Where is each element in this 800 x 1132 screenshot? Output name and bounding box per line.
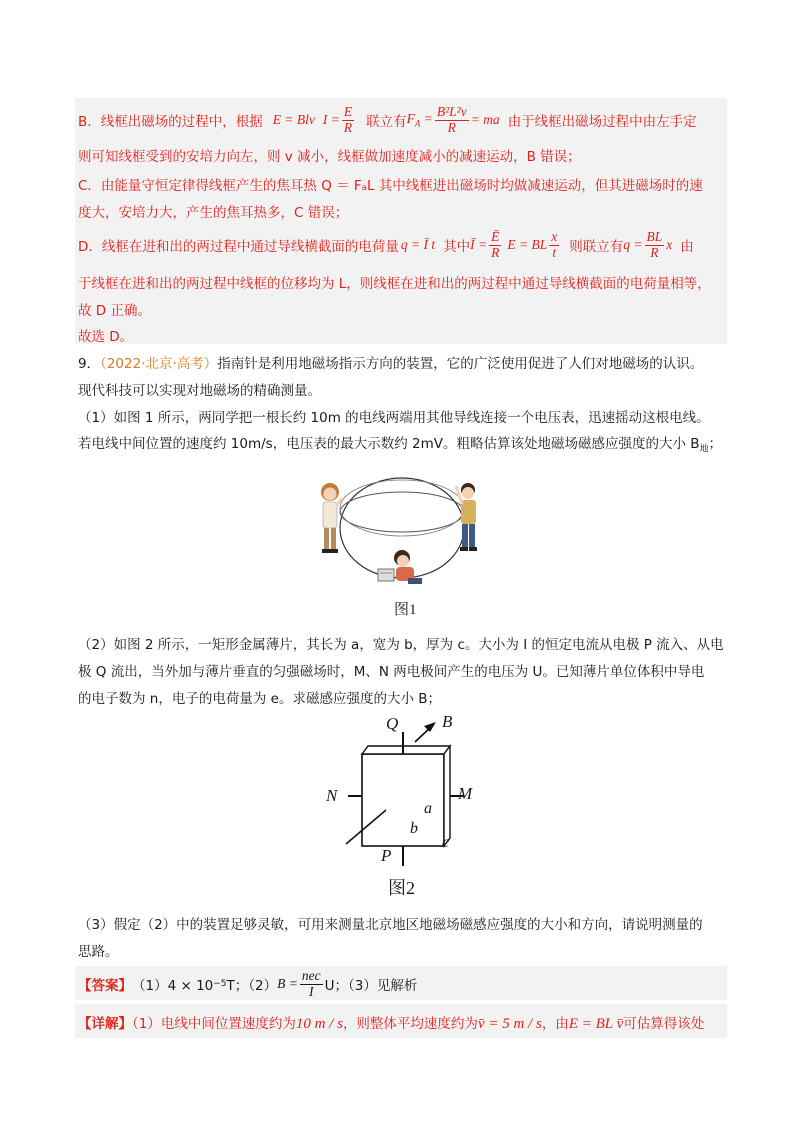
answer-b-lhs: B = bbox=[277, 976, 298, 991]
metal-sheet-side bbox=[444, 746, 450, 846]
detail-v1: 10 m / s bbox=[295, 1016, 343, 1032]
mid-text: 其中 bbox=[443, 239, 471, 255]
solution-d-line4: 故选 D。 bbox=[78, 329, 134, 345]
student-left-figure bbox=[321, 483, 342, 553]
question-header bbox=[78, 352, 703, 372]
question-intro1: 指南针是利用地磁场指示方向的装置，它的广泛使用促进了人们对地磁场的认识。 bbox=[217, 356, 704, 372]
solution-b-prefix: B．线框出磁场的过程中，根据 bbox=[78, 114, 263, 130]
solution-c-line1: C．由能量守恒定律得线框产生的焦耳热 Q ＝ FₐL 其中线框进出磁场时均做减速运动，但其进磁场时的速 bbox=[78, 178, 703, 194]
answer-line bbox=[78, 970, 417, 998]
detail-text1: （1）电线中间位置速度约为 bbox=[132, 1016, 296, 1032]
detail-text2: ，则整体平均速度约为 bbox=[342, 1016, 478, 1032]
eq-e-bl: E = BL bbox=[507, 237, 548, 252]
eq-q-it: q = Ī t bbox=[400, 237, 436, 252]
eq-e-frac: $\frac{x}{t}$ bbox=[551, 229, 558, 260]
part2-line3: 的电子数为 n，电子的电荷量为 e。求磁感应强度的大小 B； bbox=[78, 691, 441, 707]
label-m: M bbox=[458, 784, 473, 803]
label-n: N bbox=[326, 786, 338, 805]
solution-b-suffix: 由于线框出磁场过程中由左手定 bbox=[507, 114, 697, 130]
answer-unit: T；（2） bbox=[226, 978, 278, 994]
solution-b-line1 bbox=[78, 104, 697, 135]
answer-b-tail: U；（3）见解析 bbox=[324, 978, 418, 994]
question-number: 9． bbox=[78, 356, 101, 372]
student-with-voltmeter bbox=[378, 550, 422, 584]
eq-fa: $F_A$ = bbox=[406, 111, 433, 129]
answer-b-frac: $\frac{\text{nec}}{I}$ bbox=[301, 968, 321, 999]
solution-b-line2: 则可知线框受到的安培力向左，则 v 减小，线框做加速度减小的减速运动，B 错误； bbox=[78, 149, 581, 165]
detail-tag: 【详解】 bbox=[78, 1016, 132, 1032]
solution-block bbox=[75, 98, 727, 344]
label-b-vector: B bbox=[442, 712, 453, 731]
solution-d-line2: 于线框在进和出的两过程中线框的位移均为 L，则线框在进和出的两过程中通过导线横截面的电荷量相等， bbox=[78, 276, 711, 292]
eq-e-blv: E = Blv bbox=[272, 112, 315, 127]
eq-i-lhs: I = bbox=[322, 112, 340, 127]
detail-text3: ，由 bbox=[541, 1016, 569, 1032]
solution-c-line2: 度大，安培力大，产生的焦耳热多，C 错误； bbox=[78, 205, 349, 221]
detail-v2: v̄ = 5 m / s bbox=[477, 1016, 542, 1032]
label-b: b bbox=[410, 820, 418, 837]
eq-ma: = ma bbox=[470, 112, 500, 127]
student-right-figure bbox=[456, 483, 477, 551]
detail-text4: 可估算得该处 bbox=[623, 1016, 705, 1032]
detail-line bbox=[78, 1012, 704, 1033]
eq-q-frac: $\frac{BL}{R}$ bbox=[646, 229, 663, 260]
eq-ibar-frac: $\frac{Ē}{R}$ bbox=[491, 229, 500, 260]
metal-sheet-top bbox=[362, 746, 450, 754]
part2-line1: （2）如图 2 所示，一矩形金属薄片，其长为 a，宽为 b，厚为 c。大小为 I 的恒定电流从电极 P 流入、从电 bbox=[78, 637, 724, 653]
question-intro2: 现代科技可以实现对地磁场的精确测量。 bbox=[78, 383, 321, 399]
combine-text: 联立有 bbox=[366, 114, 407, 130]
question-source: （2022·北京·高考） bbox=[100, 356, 218, 372]
eq-fa-frac: $\frac{\text{B²L²v}}{R}$ bbox=[436, 104, 467, 135]
solution-d-suffix: 由 bbox=[680, 239, 694, 255]
detail-v3: E = BL v̄ bbox=[568, 1016, 624, 1032]
solution-d-line3: 故 D 正确。 bbox=[78, 303, 151, 319]
eq-ibar-lhs: Ī = bbox=[470, 237, 488, 252]
label-p: P bbox=[381, 846, 392, 865]
b-arrow-head-icon bbox=[424, 722, 436, 732]
part1-line2: 若电线中间位置的速度约 10m/s，电压表的最大示数约 2mV。粗略估算该处地磁场磁感应强度的大小 $B_地$； bbox=[78, 436, 723, 455]
figure-1-caption: 图1 bbox=[394, 602, 417, 618]
figure-2-caption: 图2 bbox=[388, 878, 415, 898]
part1-line1: （1）如图 1 所示，两同学把一根长约 10m 的电线两端用其他导线连接一个电压表，迅速摇动这根电线。 bbox=[78, 410, 710, 426]
part2-line2: 极 Q 流出，当外加与薄片垂直的匀强磁场时，M、N 两电极间产生的电压为 U。已知薄片单位体积中导电 bbox=[78, 664, 705, 680]
label-q: Q bbox=[386, 714, 399, 733]
solution-d-line1 bbox=[78, 230, 694, 260]
eq-q-lhs: q = bbox=[623, 237, 643, 252]
answer-tag: 【答案】 bbox=[78, 978, 132, 994]
part3-line2: 思路。 bbox=[78, 944, 119, 960]
voltmeter-icon bbox=[378, 569, 394, 581]
answer-part1: （1）4 × 10 bbox=[132, 978, 214, 994]
part3-line1: （3）假定（2）中的装置足够灵敏，可用来测量北京地区地磁场磁感应强度的大小和方向，请说明测量的 bbox=[78, 917, 703, 933]
solution-d-prefix: D．线框在进和出的两过程中通过导线横截面的电荷量 bbox=[78, 239, 399, 255]
eq-i-frac: $\frac{E}{R}$ bbox=[343, 104, 353, 135]
label-c: c bbox=[442, 834, 450, 851]
figure-1-illustration bbox=[310, 470, 495, 590]
eq-q-tail: x bbox=[666, 237, 673, 252]
label-a: a bbox=[424, 800, 432, 817]
combine-text-d: 则联立有 bbox=[569, 239, 624, 255]
answer-exp: −5 bbox=[213, 979, 227, 989]
